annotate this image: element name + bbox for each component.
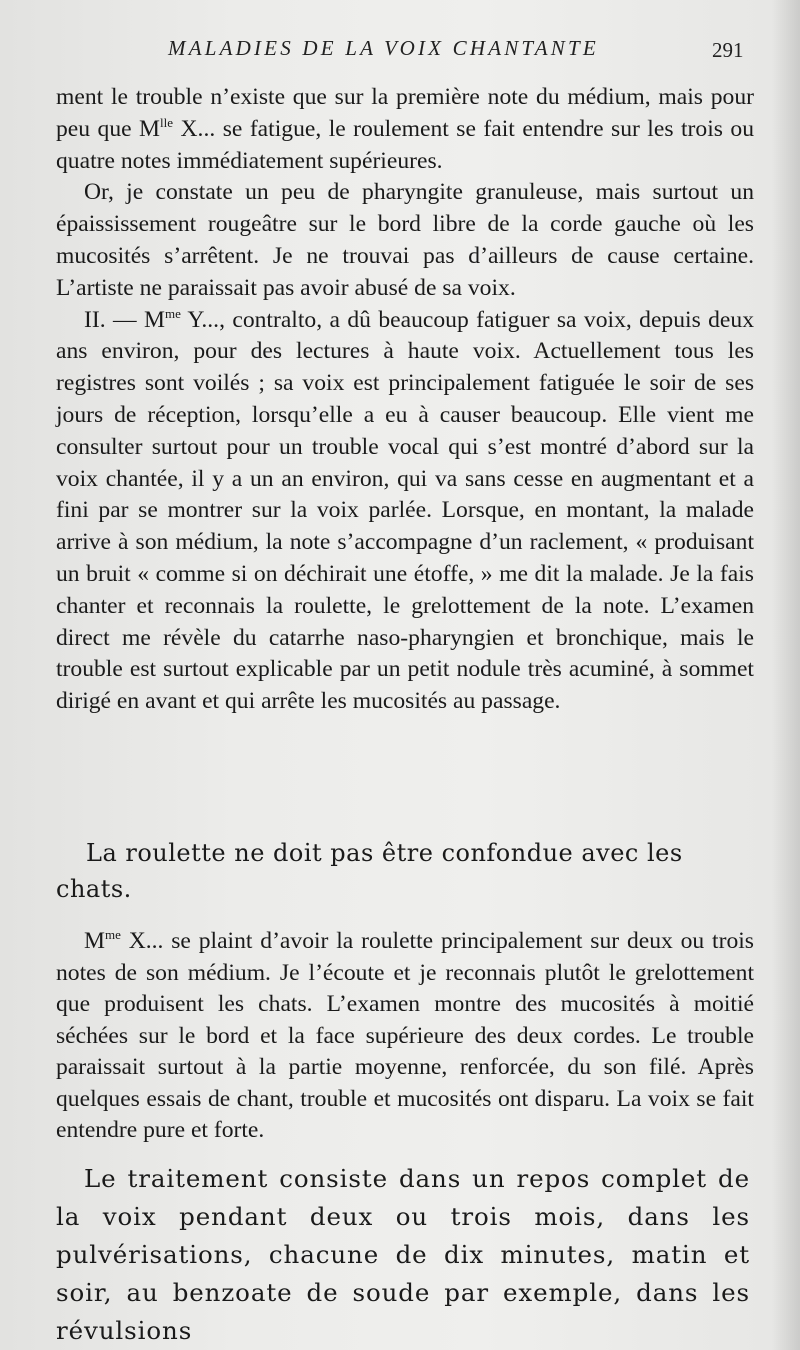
paragraph-1-superscript: lle <box>160 114 174 130</box>
typed-paragraph <box>56 1160 750 1350</box>
paragraph-1-text-a: ment le trouble n’existe que sur la première note du médium, mais pour peu que M <box>56 84 754 142</box>
paragraph-3-superscript: me <box>164 305 181 321</box>
paragraph-3-text-a: II. — M <box>84 306 165 333</box>
paragraph-1-text-b: X... se fatigue, le roulement se fait entendre sur les trois ou quatre notes immédiatement supérieures. <box>56 115 754 174</box>
paragraph-4 <box>56 926 754 1147</box>
case-section-1 <box>56 82 754 718</box>
paragraph-1 <box>56 82 754 177</box>
paragraph-2: Or, je constate un peu de pharyngite granuleuse, mais surtout un épaississement rougeâtre sur le bord libre de la corde gauche où les mucosités s’arrêtent. Je ne trouvai pas d’ailleurs de cause certaine. L’artiste ne paraissait pas avoir abusé de sa voix. <box>56 179 754 301</box>
paragraph-3-text-b: Y..., contralto, a dû beaucoup fatiguer sa voix, depuis deux ans environ, pour des lectures à haute voix. Actuellement tous les registres sont voilés ; sa voix est principalement fatiguée le soir de ses jours de réception, lorsqu’elle a eu à causer beaucoup. Elle vient me consulter surtout pour un trouble vocal qui s’est montré d’abord sur la voix chantée, il y a un an environ, qui va sans cesse en augmentant et a fini par se montrer sur la voix parlée. Lorsque, en montant, la malade arrive à son médium, la note s’accompagne d’un raclement, « produisant un bruit « comme si on déchirait une étoffe, » me dit la malade. Je la fais chanter et reconnais la roulette, le grelottement de la note. L’examen direct me révèle du catarrhe naso-pharyngien et bronchique, mais le trouble est surtout explicable par un petit nodule très acuminé, à sommet dirigé en avant et qui arrête les mucosités au passage. <box>56 306 754 715</box>
inserted-remark-line-2: chats. <box>56 874 132 903</box>
paragraph-4-text-b: X... se plaint d’avoir la roulette principalement sur deux ou trois notes de son médium. Je l’écoute et je reconnais plutôt le grelottement que produisent les chats. L’examen montre des mucosités à moitié séchées sur le bord et la face supérieure des deux cordes. Le trouble paraissait surtout à la partie moyenne, renforcée, du son filé. Après quelques essais de chant, trouble et mucosités ont disparu. La voix se fait entendre pure et forte. <box>56 928 754 1143</box>
paragraph-4-text-a: M <box>84 928 105 954</box>
case-section-2 <box>56 926 754 1147</box>
treatment-paragraph: Le traitement consiste dans un repos complet de la voix pendant deux ou trois mois, dans les pulvérisations, chacune de dix minutes, matin et soir, au benzoate de soude par exemple, dans les révulsions <box>56 1164 750 1345</box>
paragraph-3 <box>56 305 754 718</box>
running-title: MALADIES DE LA VOIX CHANTANTE <box>168 36 599 60</box>
page-header <box>0 36 800 66</box>
paragraph-4-superscript: me <box>104 927 121 942</box>
inserted-remark-line-1: La roulette ne doit pas être confondue avec les <box>86 839 683 867</box>
page-number: 291 <box>712 38 744 62</box>
inserted-remark <box>56 836 766 907</box>
